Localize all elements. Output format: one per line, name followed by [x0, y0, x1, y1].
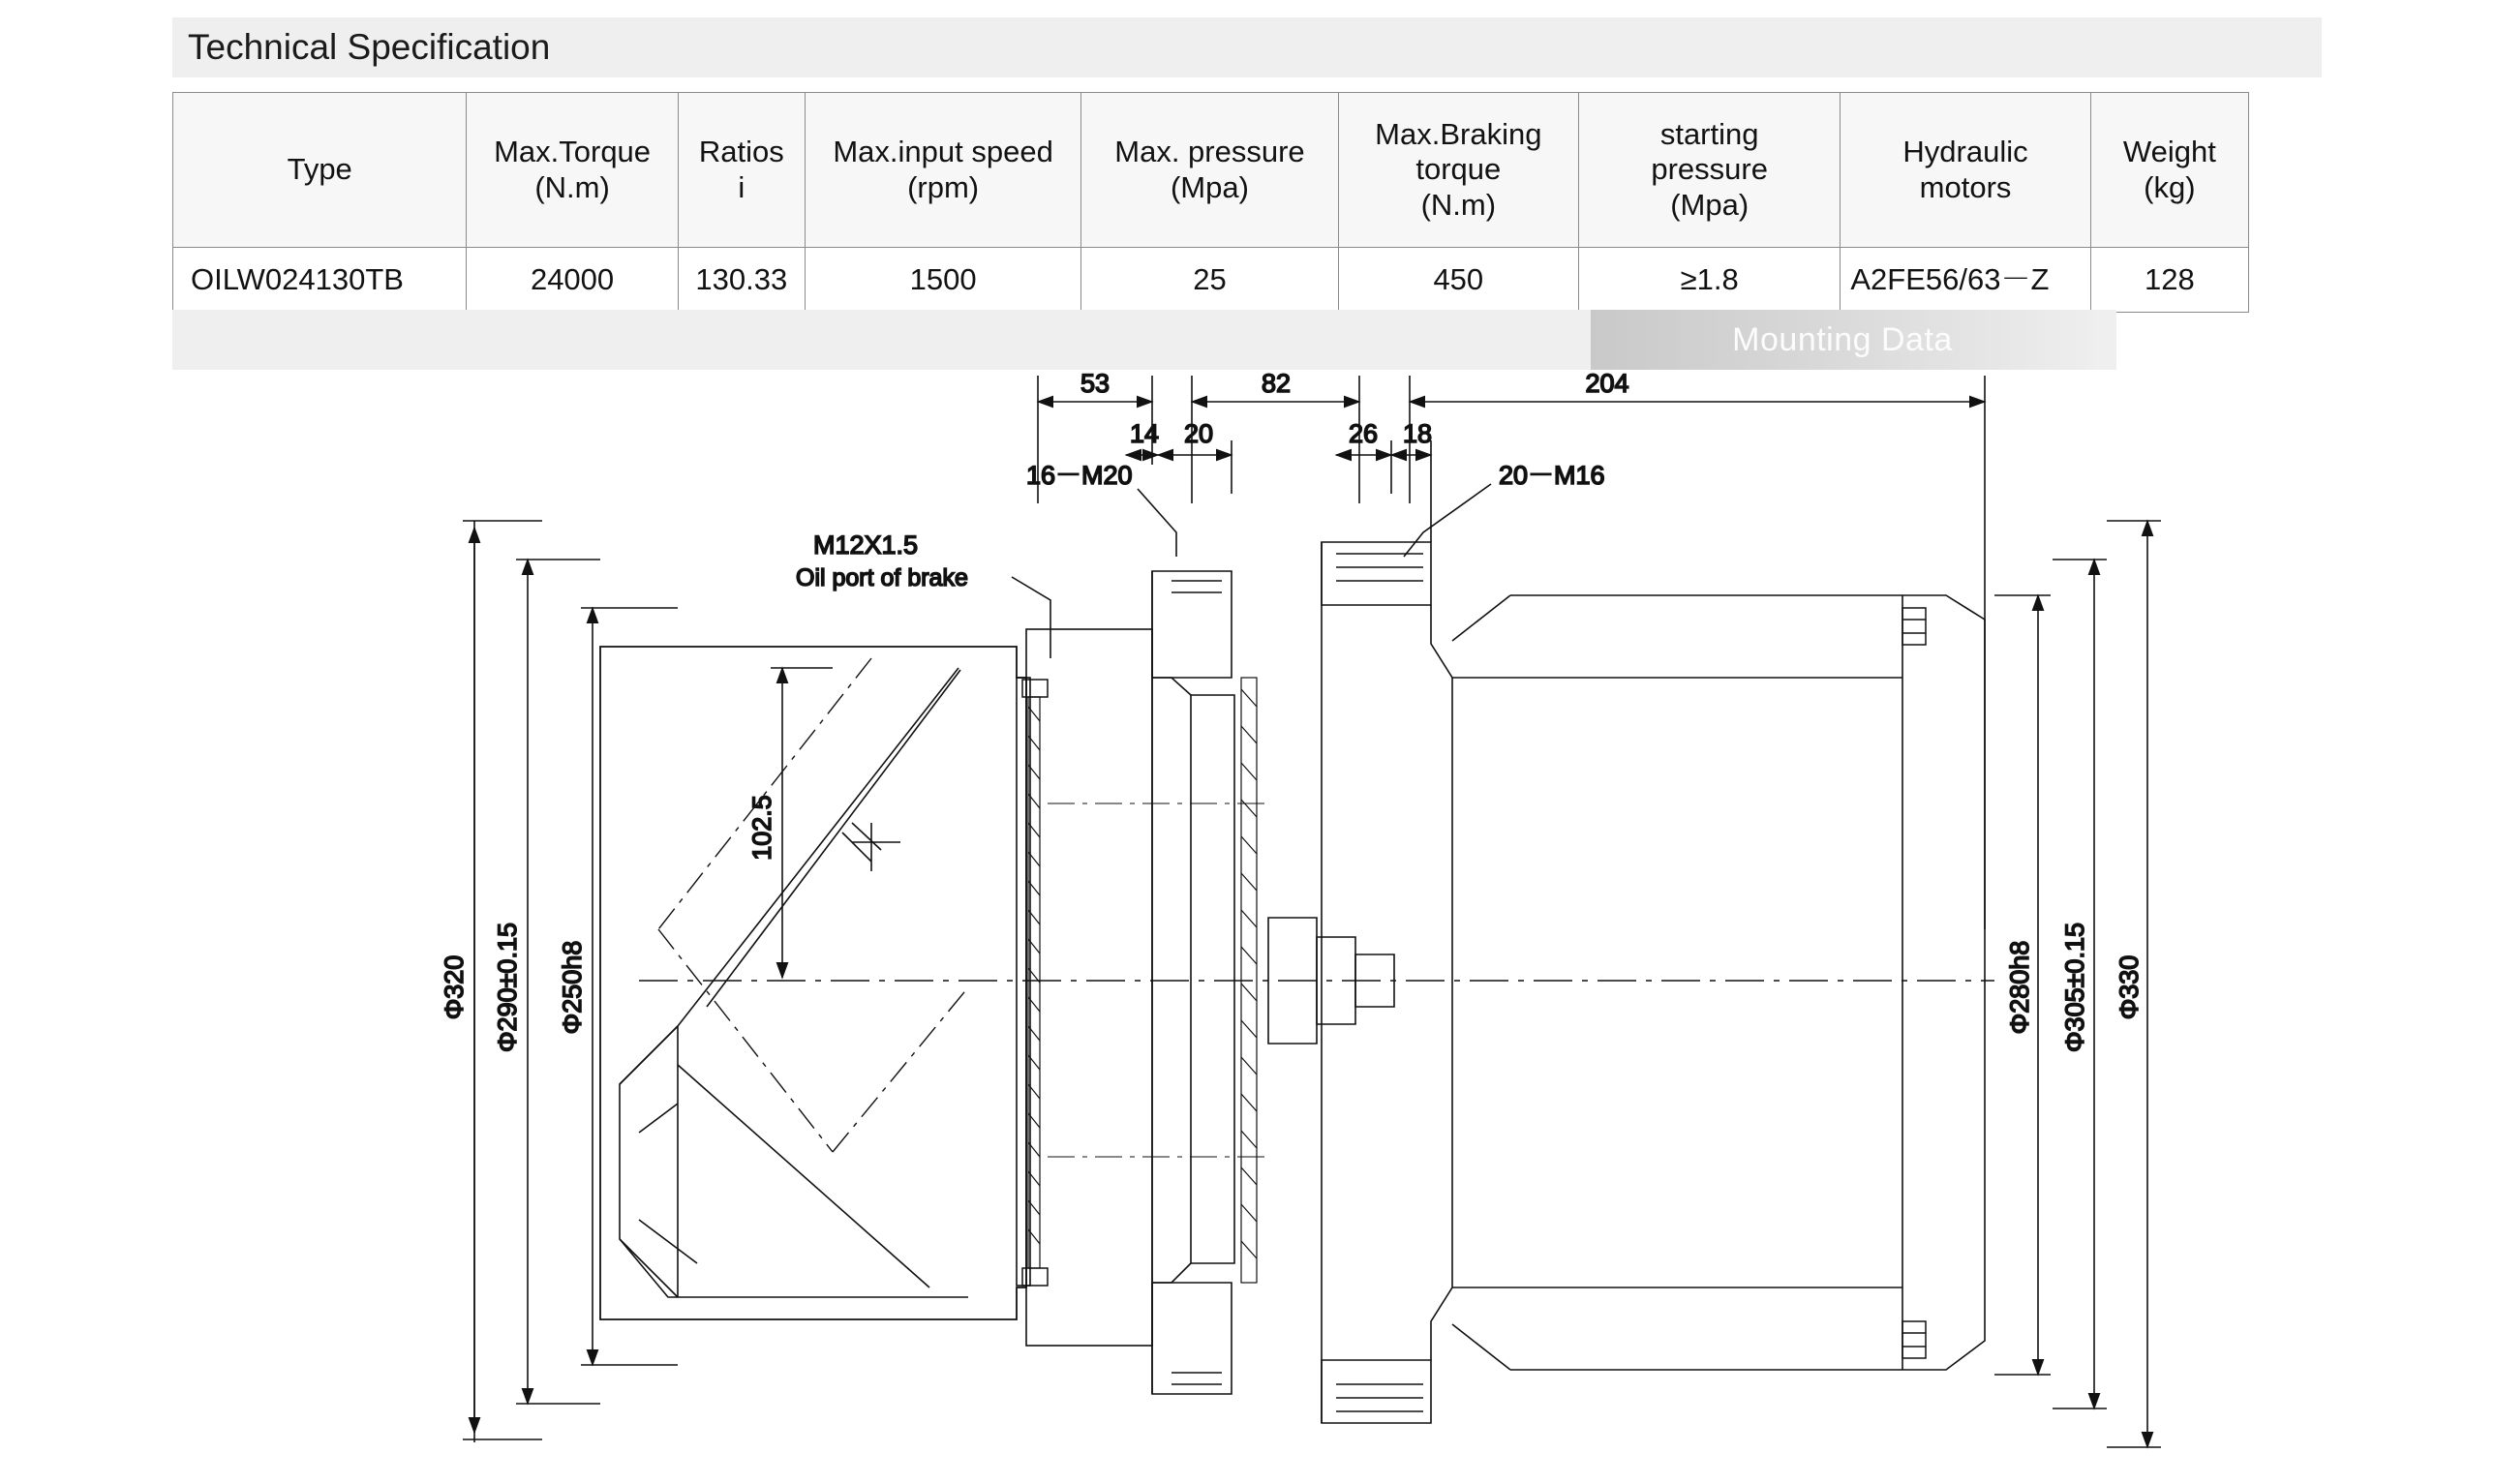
dim-53: 53	[1080, 369, 1111, 398]
cell-type: OILW024130TB	[173, 248, 467, 313]
page-title: Technical Specification	[188, 27, 551, 67]
dim-82: 82	[1261, 369, 1292, 398]
cell-hydraulic-motors: A2FE56/63－Z	[1841, 248, 2090, 313]
cell-max-braking-torque: 450	[1338, 248, 1578, 313]
header-weight: Weight (kg)	[2090, 93, 2248, 248]
technical-drawing	[0, 369, 2495, 1484]
dim-102-5: 102.5	[747, 795, 776, 861]
dim-204: 204	[1585, 369, 1629, 398]
table-row	[173, 248, 2249, 313]
dim-18: 18	[1402, 419, 1433, 448]
cell-ratio: 130.33	[678, 248, 805, 313]
dim-phi320: Φ320	[440, 954, 469, 1020]
header-ratios: Ratios i	[678, 93, 805, 248]
header-type: Type	[173, 93, 467, 248]
header-max-torque: Max.Torque (N.m)	[467, 93, 678, 248]
dim-26: 26	[1348, 419, 1379, 448]
mounting-data-label: Mounting Data	[1732, 320, 1953, 358]
header-hydraulic-motors: Hydraulic motors	[1841, 93, 2090, 248]
cell-max-pressure: 25	[1081, 248, 1338, 313]
dim-14: 14	[1129, 419, 1160, 448]
header-max-braking-torque: Max.Braking torque (N.m)	[1338, 93, 1578, 248]
cell-starting-pressure: ≥1.8	[1578, 248, 1840, 313]
dim-phi305: Φ305±0.15	[2060, 923, 2089, 1052]
header-max-pressure: Max. pressure (Mpa)	[1081, 93, 1338, 248]
header-starting-pressure: starting pressure (Mpa)	[1578, 93, 1840, 248]
table-header-row	[173, 93, 2249, 248]
dim-phi330: Φ330	[2115, 954, 2144, 1020]
callout-16-m20: 16－M20	[1026, 461, 1133, 490]
dim-phi250: Φ250h8	[558, 940, 587, 1035]
dim-phi290: Φ290±0.15	[493, 923, 522, 1052]
header-max-input-speed: Max.input speed (rpm)	[805, 93, 1080, 248]
drawing-svg	[0, 369, 2495, 1484]
cell-max-input-speed: 1500	[805, 248, 1080, 313]
dim-phi280: Φ280h8	[2005, 940, 2034, 1035]
callout-20-m16: 20－M16	[1499, 461, 1605, 490]
cell-weight: 128	[2090, 248, 2248, 313]
cell-max-torque: 24000	[467, 248, 678, 313]
technical-specification-table	[172, 92, 2249, 313]
dim-20: 20	[1183, 419, 1214, 448]
callout-m12x15: M12X1.5	[813, 530, 919, 560]
callout-oil-port: Oil port of brake	[796, 564, 968, 591]
mounting-data-band	[1591, 310, 2094, 370]
spec-title-bar	[172, 17, 2322, 77]
